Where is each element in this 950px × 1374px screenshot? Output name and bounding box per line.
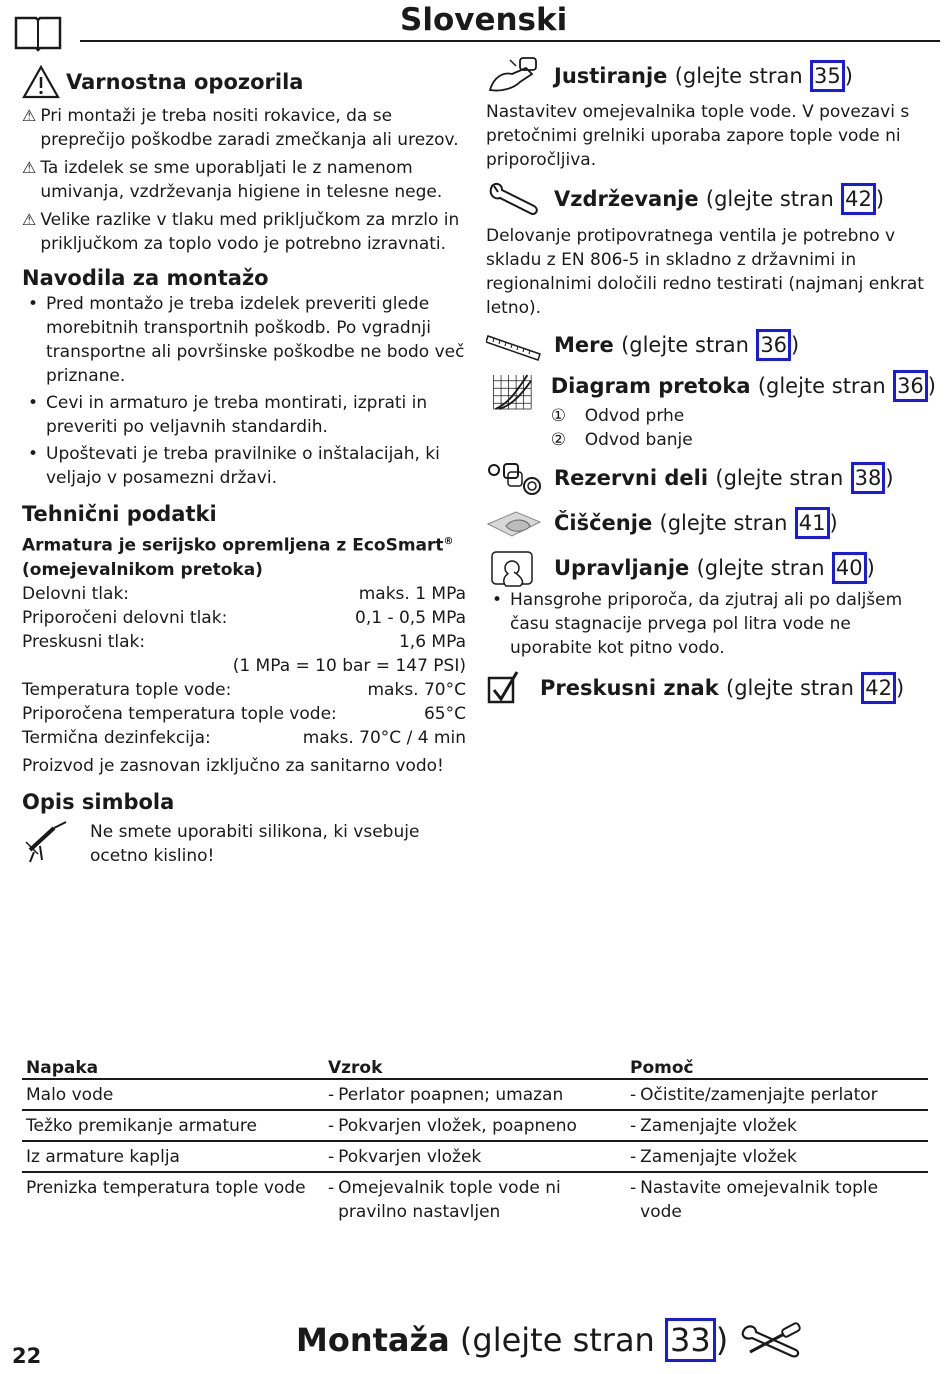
- section-cleaning: Čiščenje (glejte stran 41 ): [486, 504, 936, 542]
- warning-item: [22, 156, 466, 204]
- warning-item: [22, 208, 466, 256]
- small-warning-icon: ⚠: [22, 106, 37, 125]
- adjustment-hand-icon: [486, 56, 542, 96]
- technical-title: Tehnični podatki: [22, 502, 217, 526]
- spec-row: Temperatura tople vode: maks. 70°C: [22, 679, 466, 700]
- checkbox-icon: [486, 670, 520, 706]
- list-item: • Hansgrohe priporoča, da zjutraj ali po daljšem času stagnacije prvega pol litra vode ne uporabite kot pitno vodo.: [486, 588, 936, 660]
- adjust-text: Nastavitev omejevalnika tople vode. V povezavi s pretočnimi grelniki uporaba zapore tople vode ni priporočljiva.: [486, 102, 910, 170]
- open-book-icon: [14, 14, 62, 52]
- page-link[interactable]: 36: [756, 329, 791, 361]
- page-link[interactable]: 40: [832, 552, 867, 584]
- mounting-title: Navodila za montažo: [22, 266, 269, 290]
- table-header-row: [22, 1056, 928, 1079]
- table-row: Malo vode - Perlator poapnen; umazan - Očistite/zamenjajte perlator: [22, 1079, 928, 1110]
- column-header: Napaka: [22, 1056, 324, 1079]
- silicone-gun-icon: [22, 820, 74, 864]
- symbol-description: Ne smete uporabiti silikona, ki vsebuje ocetno kislino!: [90, 821, 420, 866]
- spare-parts-icon: [486, 458, 542, 498]
- tools-icon: [740, 1320, 804, 1360]
- flow-diagram-icon: [486, 370, 539, 414]
- right-column: [486, 56, 936, 706]
- page-link[interactable]: 35: [810, 60, 845, 92]
- warning-text: Pri montaži je treba nositi rokavice, da se preprečijo poškodbe zaradi zmečkanja ali urezov.: [40, 106, 459, 150]
- header-rule: [80, 40, 940, 42]
- section-flow: Diagram pretoka (glejte stran 36 ) ① Odvod prhe ② Odvod banje: [486, 370, 936, 452]
- section-spares: Rezervni deli (glejte stran 38 ): [486, 458, 936, 498]
- page-link[interactable]: 42: [841, 183, 876, 215]
- list-item: • Pred montažo je treba izdelek preveriti glede morebitnih transportnih poškodb. Po vgradnji transportne ali površinske poškodbe ne bodo več priznane.: [22, 292, 466, 388]
- table-row: Težko premikanje armature - Pokvarjen vložek, poapneno - Zamenjajte vložek: [22, 1110, 928, 1141]
- safety-title: Varnostna opozorila: [66, 70, 304, 94]
- table-row: Iz armature kaplja - Pokvarjen vložek - Zamenjajte vložek: [22, 1141, 928, 1172]
- small-warning-icon: ⚠: [22, 210, 37, 229]
- section-operation: Upravljanje (glejte stran 40 ): [486, 548, 936, 588]
- symbol-row: [22, 820, 466, 868]
- ruler-icon: [486, 328, 542, 362]
- technical-note: Proizvod je zasnovan izključno za sanitarno vodo!: [22, 755, 444, 776]
- section-adjust: Justiranje (glejte stran 35 ): [486, 56, 936, 96]
- page-number: 22: [12, 1344, 42, 1368]
- symbols-title: Opis simbola: [22, 789, 175, 814]
- section-dimensions: Mere (glejte stran 36 ): [486, 328, 936, 362]
- technical-subtitle: Armatura je serijsko opremljena z EcoSmart® (omejevalnikom pretoka): [22, 535, 454, 580]
- warning-item: [22, 104, 466, 152]
- warning-triangle-icon: [22, 65, 60, 99]
- spec-row: Preskusni tlak: 1,6 MPa: [22, 631, 466, 652]
- page-link[interactable]: 38: [851, 462, 886, 494]
- flow-legend: [551, 404, 936, 452]
- page-link[interactable]: 33: [665, 1318, 716, 1362]
- flow-legend-item: ② Odvod banje: [550, 430, 693, 450]
- column-header: Vzrok: [324, 1056, 626, 1079]
- spec-row: Delovni tlak: maks. 1 MPa: [22, 583, 466, 604]
- page-link[interactable]: 41: [795, 507, 830, 539]
- safety-heading: [22, 64, 466, 100]
- footer-assembly: Montaža (glejte stran 33 ): [296, 1318, 804, 1362]
- section-testmark: Preskusni znak (glejte stran 42 ): [486, 670, 936, 706]
- spec-row: Priporočeni delovni tlak: 0,1 - 0,5 MPa: [22, 607, 466, 628]
- page-link[interactable]: 42: [861, 672, 896, 704]
- spec-conversion: (1 MPa = 10 bar = 147 PSI): [232, 655, 466, 676]
- list-item: • Cevi in armaturo je treba montirati, izprati in preveriti po veljavnih standardih.: [22, 391, 466, 439]
- column-header: Pomoč: [626, 1056, 928, 1079]
- page-title: Slovenski: [400, 2, 568, 38]
- maintenance-text: Delovanje protipovratnega ventila je potrebno v skladu z EN 806-5 in skladno z državnimi in regionalnimi določili redno testirati (najmanj enkrat letno).: [486, 226, 924, 318]
- cleaning-hand-icon: [486, 504, 542, 542]
- small-warning-icon: ⚠: [22, 158, 37, 177]
- list-item: • Upoštevati je treba pravilnike o inštalacijah, ki veljajo v posamezni državi.: [22, 442, 466, 490]
- troubleshooting-table: [22, 1056, 928, 1226]
- flow-legend-item: ① Odvod prhe: [550, 406, 685, 426]
- wrench-icon: [486, 180, 542, 218]
- page-link[interactable]: 36: [893, 370, 928, 402]
- left-column: [22, 64, 466, 868]
- spec-row: Priporočena temperatura tople vode: 65°C: [22, 703, 466, 724]
- warning-text: Ta izdelek se sme uporabljati le z namenom umivanja, vzdrževanja higiene in telesne nege.: [40, 158, 443, 202]
- spec-table: [22, 582, 466, 750]
- mounting-list: [22, 292, 466, 490]
- operation-note-list: [486, 588, 936, 660]
- section-maintenance: Vzdrževanje (glejte stran 42 ): [486, 180, 936, 218]
- spec-row: Termična dezinfekcija: maks. 70°C / 4 min: [22, 727, 466, 748]
- operation-hand-icon: [486, 548, 542, 588]
- warning-text: Velike razlike v tlaku med priključkom za mrzlo in priključkom za toplo vodo je potrebno izravnati.: [40, 210, 460, 254]
- table-row: Prenizka temperatura tople vode - Omejevalnik tople vode ni pravilno nastavljen - Nastavite omejevalnik tople vode: [26, 1178, 879, 1222]
